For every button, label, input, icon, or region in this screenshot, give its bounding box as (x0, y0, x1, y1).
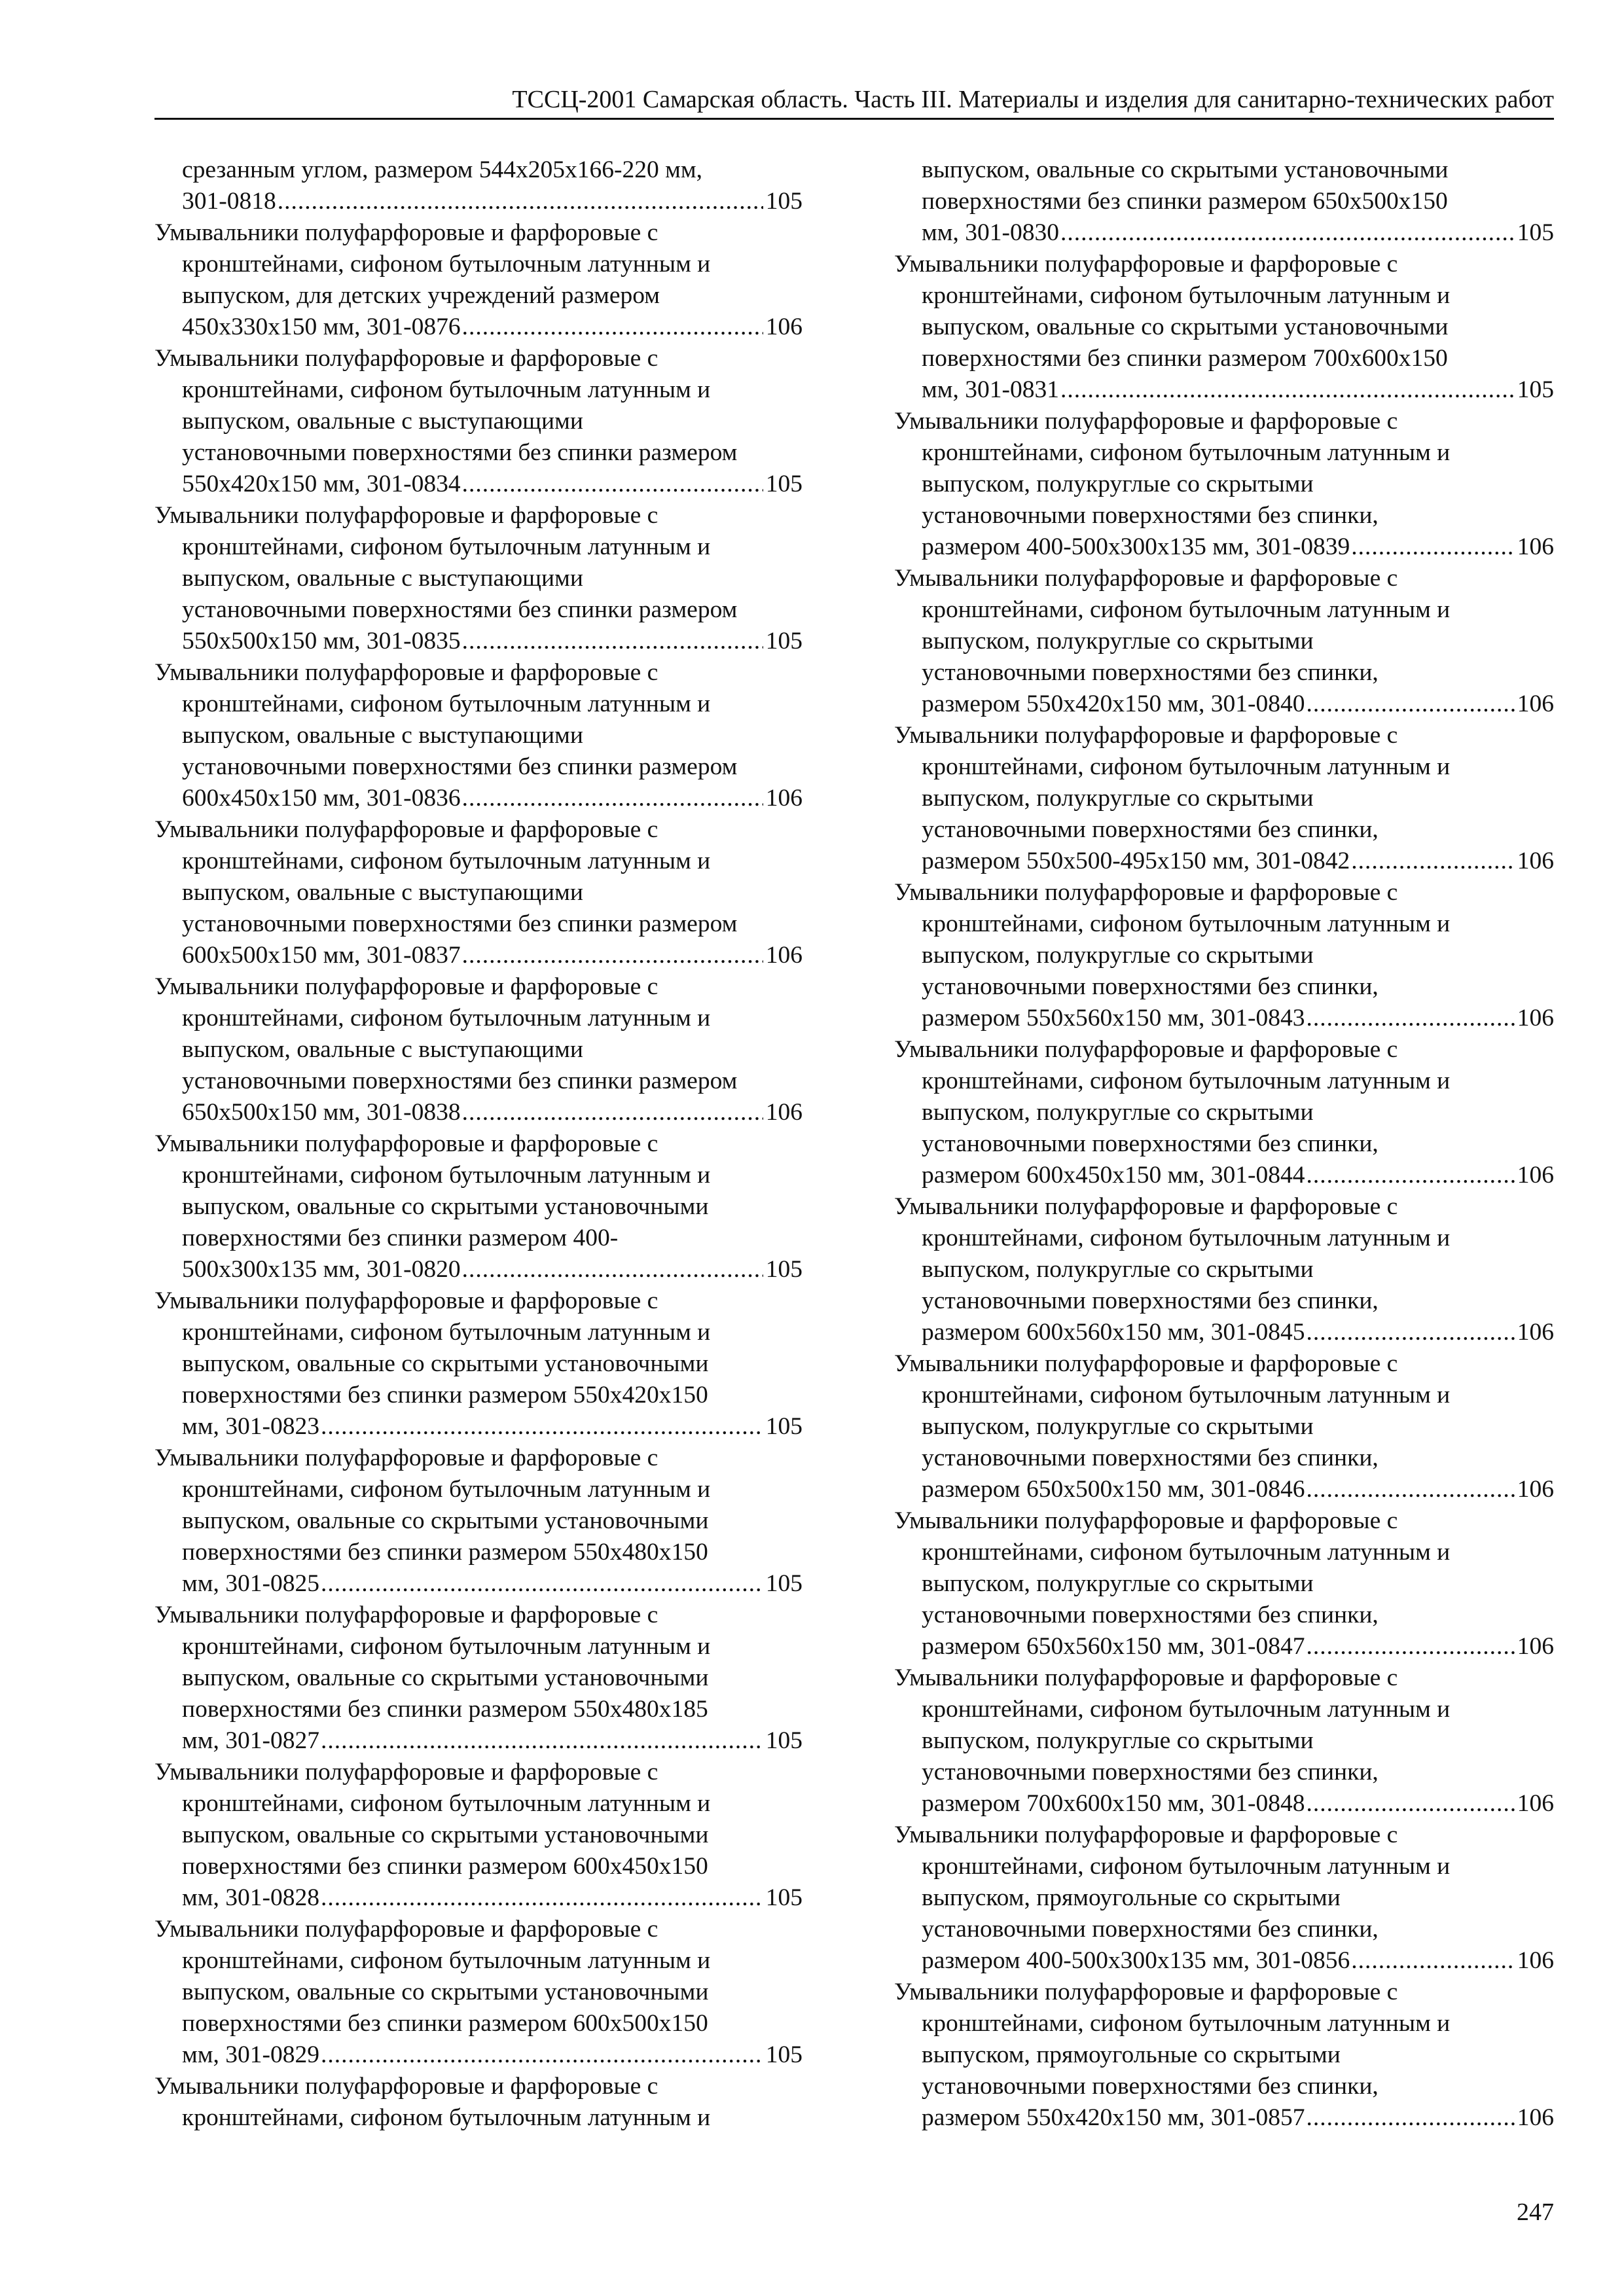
entry-last-line (182, 312, 803, 343)
entry-reference: мм, 301-0823 (182, 1413, 319, 1440)
entry-line: Умывальники полуфарфоровые и фарфоровые с (894, 1979, 1398, 2005)
entry-line: выпуском, овальные со скрытыми установочными (182, 1193, 709, 1220)
entry-last-line (922, 1474, 1554, 1505)
dot-leader (1307, 1317, 1515, 1348)
dot-leader (462, 469, 763, 500)
entry-reference: мм, 301-0830 (922, 219, 1059, 246)
entry-last-line (922, 217, 1554, 249)
index-entry (894, 563, 1554, 720)
index-entry (894, 1034, 1554, 1191)
entry-line: установочными поверхностями без спинки размером (182, 439, 738, 466)
entry-line: установочными поверхностями без спинки, (922, 1916, 1379, 1943)
entry-last-line (922, 1317, 1554, 1348)
dot-leader (1351, 846, 1514, 877)
index-entry (154, 814, 803, 971)
dot-leader (1307, 689, 1515, 720)
index-entry (894, 720, 1554, 877)
entry-line: выпуском, овальные со скрытыми установочными (182, 1979, 709, 2005)
entry-reference: мм, 301-0831 (922, 376, 1059, 403)
entry-line: кронштейнами, сифоном бутылочным латунным и (922, 910, 1451, 937)
entry-reference: 550x500x150 мм, 301-0835 (182, 628, 461, 655)
dot-leader (1307, 1474, 1515, 1505)
entry-line: поверхностями без спинки размером 550x420x150 (182, 1382, 708, 1408)
entry-last-line (922, 1003, 1554, 1034)
dot-leader (1307, 1003, 1515, 1034)
entry-page-number: 105 (765, 1884, 803, 1911)
entry-line: Умывальники полуфарфоровые и фарфоровые с (894, 1821, 1398, 1848)
entry-line: кронштейнами, сифоном бутылочным латунным и (182, 1162, 711, 1189)
entry-line: выпуском, полукруглые со скрытыми (922, 942, 1314, 969)
index-entry (154, 1285, 803, 1443)
entry-last-line (182, 1568, 803, 1600)
entry-line: кронштейнами, сифоном бутылочным латунным и (922, 1539, 1451, 1566)
entry-line: выпуском, овальные со скрытыми установочными (182, 1507, 709, 1534)
entry-line: установочными поверхностями без спинки размером (182, 910, 738, 937)
entry-line: Умывальники полуфарфоровые и фарфоровые с (894, 879, 1398, 906)
entry-line: Умывальники полуфарфоровые и фарфоровые с (154, 219, 659, 246)
entry-line: поверхностями без спинки размером 600x450x150 (182, 1853, 708, 1880)
dot-leader (1060, 217, 1515, 249)
index-entry (154, 1600, 803, 1757)
entry-page-number: 106 (765, 942, 803, 969)
page-number: 247 (1517, 2198, 1554, 2226)
entry-last-line (182, 1882, 803, 1914)
entry-line: кронштейнами, сифоном бутылочным латунным и (922, 282, 1451, 309)
dot-leader (462, 626, 763, 657)
entry-reference: размером 400-500x300x135 мм, 301-0856 (922, 1947, 1350, 1974)
index-entry (894, 1977, 1554, 2134)
entry-reference: размером 600x560x150 мм, 301-0845 (922, 1319, 1305, 1346)
entry-reference: размером 550x420x150 мм, 301-0857 (922, 2104, 1305, 2131)
entry-line: Умывальники полуфарфоровые и фарфоровые с (894, 1350, 1398, 1377)
entry-line: Умывальники полуфарфоровые и фарфоровые с (154, 345, 659, 372)
entry-page-number: 105 (765, 1727, 803, 1754)
entry-page-number: 105 (765, 1256, 803, 1283)
entry-page-number: 106 (1517, 2104, 1554, 2131)
entry-line: выпуском, овальные с выступающими (182, 565, 583, 592)
index-entry (154, 971, 803, 1128)
entry-page-number: 106 (1517, 691, 1554, 717)
entry-line: кронштейнами, сифоном бутылочным латунным и (922, 1067, 1451, 1094)
index-entry (894, 154, 1554, 249)
dot-leader (1351, 531, 1514, 563)
entry-reference: мм, 301-0828 (182, 1884, 319, 1911)
dot-leader (321, 1568, 763, 1600)
index-entry (154, 500, 803, 657)
header-rule (154, 118, 1554, 120)
entry-line: выпуском, полукруглые со скрытыми (922, 785, 1314, 812)
entry-last-line (182, 2039, 803, 2071)
entry-line: выпуском, овальные с выступающими (182, 408, 583, 435)
entry-line: кронштейнами, сифоном бутылочным латунным и (922, 1696, 1451, 1723)
entry-line: Умывальники полуфарфоровые и фарфоровые с (154, 1602, 659, 1628)
index-entry (894, 1662, 1554, 1820)
entry-line: выпуском, полукруглые со скрытыми (922, 1570, 1314, 1597)
entry-line: Умывальники полуфарфоровые и фарфоровые с (154, 1759, 659, 1785)
index-column-right (894, 154, 1554, 2134)
entry-reference: мм, 301-0829 (182, 2041, 319, 2068)
entry-line: установочными поверхностями без спинки, (922, 973, 1379, 1000)
entry-line: установочными поверхностями без спинки, (922, 1287, 1379, 1314)
entry-last-line (182, 1254, 803, 1285)
entry-line: Умывальники полуфарфоровые и фарфоровые с (154, 1130, 659, 1157)
entry-page-number: 106 (765, 785, 803, 812)
entry-page-number: 105 (765, 2041, 803, 2068)
entry-reference: 500x300x135 мм, 301-0820 (182, 1256, 461, 1283)
dot-leader (1307, 2102, 1515, 2134)
index-entry (894, 1348, 1554, 1505)
entry-line: установочными поверхностями без спинки, (922, 659, 1379, 686)
entry-reference: 600x500x150 мм, 301-0837 (182, 942, 461, 969)
index-entry (154, 343, 803, 500)
entry-line: поверхностями без спинки размером 700x600x150 (922, 345, 1448, 372)
entry-line: кронштейнами, сифоном бутылочным латунным и (922, 439, 1451, 466)
entry-page-number: 106 (1517, 1790, 1554, 1817)
entry-reference: 650x500x150 мм, 301-0838 (182, 1099, 461, 1126)
index-entry (894, 1505, 1554, 1662)
index-entry (154, 1757, 803, 1914)
entry-line: установочными поверхностями без спинки размером (182, 596, 738, 623)
entry-line: выпуском, прямоугольные со скрытыми (922, 2041, 1341, 2068)
entry-last-line (182, 783, 803, 814)
entry-last-line (922, 1631, 1554, 1662)
entry-line: поверхностями без спинки размером 400- (182, 1225, 619, 1251)
entry-line: выпуском, полукруглые со скрытыми (922, 1256, 1314, 1283)
entry-line: кронштейнами, сифоном бутылочным латунным и (922, 753, 1451, 780)
index-entry (154, 1443, 803, 1600)
entry-line: выпуском, полукруглые со скрытыми (922, 1413, 1314, 1440)
entry-line: установочными поверхностями без спинки размером (182, 1067, 738, 1094)
entry-line: кронштейнами, сифоном бутылочным латунным и (182, 1790, 711, 1817)
entry-line: выпуском, прямоугольные со скрытыми (922, 1884, 1341, 1911)
entry-line: срезанным углом, размером 544x205x166-220 мм, (182, 156, 702, 183)
entry-line: поверхностями без спинки размером 550x480x185 (182, 1696, 708, 1723)
entry-line: выпуском, овальные с выступающими (182, 879, 583, 906)
entry-line: кронштейнами, сифоном бутылочным латунным и (182, 376, 711, 403)
entry-line: кронштейнами, сифоном бутылочным латунным и (182, 1476, 711, 1503)
dot-leader (1351, 1945, 1514, 1977)
entry-line: кронштейнами, сифоном бутылочным латунным и (182, 691, 711, 717)
entry-line: установочными поверхностями без спинки, (922, 1602, 1379, 1628)
entry-reference: размером 700x600x150 мм, 301-0848 (922, 1790, 1305, 1817)
entry-line: Умывальники полуфарфоровые и фарфоровые с (154, 659, 659, 686)
index-column-left (154, 154, 803, 2134)
entry-page-number: 106 (1517, 1162, 1554, 1189)
running-header: ТССЦ-2001 Самарская область. Часть III. Материалы и изделия для санитарно-технических работ (512, 86, 1554, 113)
dot-leader (462, 940, 763, 971)
entry-reference: мм, 301-0825 (182, 1570, 319, 1597)
dot-leader (321, 1725, 763, 1757)
entry-line: поверхностями без спинки размером 650x500x150 (922, 188, 1448, 215)
entry-line: Умывальники полуфарфоровые и фарфоровые с (894, 408, 1398, 435)
entry-page-number: 106 (765, 314, 803, 340)
entry-reference: 450x330x150 мм, 301-0876 (182, 314, 461, 340)
entry-line: Умывальники полуфарфоровые и фарфоровые с (894, 1664, 1398, 1691)
entry-last-line (182, 469, 803, 500)
entry-page-number: 105 (765, 1413, 803, 1440)
entry-line: выпуском, овальные со скрытыми установочными (182, 1350, 709, 1377)
entry-page-number: 105 (765, 628, 803, 655)
index-entry (154, 1914, 803, 2071)
entry-line: кронштейнами, сифоном бутылочным латунным и (922, 1225, 1451, 1251)
dot-leader (462, 783, 763, 814)
entry-line: выпуском, полукруглые со скрытыми (922, 628, 1314, 655)
entry-line: Умывальники полуфарфоровые и фарфоровые с (894, 251, 1398, 278)
entry-line: установочными поверхностями без спинки, (922, 1130, 1379, 1157)
entry-reference: размером 650x500x150 мм, 301-0846 (922, 1476, 1305, 1503)
entry-last-line (182, 1411, 803, 1443)
entry-last-line (922, 689, 1554, 720)
entry-line: установочными поверхностями без спинки, (922, 502, 1379, 529)
entry-page-number: 105 (765, 188, 803, 215)
entry-reference: мм, 301-0827 (182, 1727, 319, 1754)
entry-reference: 550x420x150 мм, 301-0834 (182, 471, 461, 497)
entry-reference: размером 550x500-495x150 мм, 301-0842 (922, 848, 1350, 874)
entry-reference: размером 600x450x150 мм, 301-0844 (922, 1162, 1305, 1189)
dot-leader (1307, 1160, 1515, 1191)
entry-line: кронштейнами, сифоном бутылочным латунным и (182, 1005, 711, 1031)
index-entry (154, 217, 803, 343)
dot-leader (1307, 1631, 1515, 1662)
entry-line: кронштейнами, сифоном бутылочным латунным и (182, 251, 711, 278)
entry-page-number: 105 (1517, 219, 1554, 246)
dot-leader (321, 1882, 763, 1914)
entry-reference: размером 400-500x300x135 мм, 301-0839 (922, 533, 1350, 560)
entry-page-number: 106 (1517, 1947, 1554, 1974)
entry-page-number: 105 (1517, 376, 1554, 403)
index-entry (894, 1820, 1554, 1977)
entry-line: выпуском, овальные с выступающими (182, 1036, 583, 1063)
entry-line: кронштейнами, сифоном бутылочным латунным и (182, 1633, 711, 1660)
index-entry (154, 154, 803, 217)
entry-last-line (922, 1160, 1554, 1191)
entry-line: установочными поверхностями без спинки, (922, 2073, 1379, 2100)
entry-line: выпуском, полукруглые со скрытыми (922, 471, 1314, 497)
entry-line: установочными поверхностями без спинки размером (182, 753, 738, 780)
entry-line: Умывальники полуфарфоровые и фарфоровые с (154, 1287, 659, 1314)
index-entry (894, 249, 1554, 406)
entry-page-number: 105 (765, 471, 803, 497)
entry-reference: размером 550x420x150 мм, 301-0840 (922, 691, 1305, 717)
entry-line: Умывальники полуфарфоровые и фарфоровые с (894, 722, 1398, 749)
entry-line: кронштейнами, сифоном бутылочным латунным и (922, 1382, 1451, 1408)
entry-last-line (182, 1725, 803, 1757)
entry-page-number: 106 (765, 1099, 803, 1126)
entry-line: выпуском, полукруглые со скрытыми (922, 1099, 1314, 1126)
entry-line: кронштейнами, сифоном бутылочным латунным и (922, 596, 1451, 623)
index-entry (894, 1191, 1554, 1348)
dot-leader (1307, 1788, 1515, 1820)
entry-page-number: 106 (1517, 1476, 1554, 1503)
entry-line: Умывальники полуфарфоровые и фарфоровые с (894, 565, 1398, 592)
entry-line: установочными поверхностями без спинки, (922, 1444, 1379, 1471)
entry-line: выпуском, овальные со скрытыми установочными (182, 1664, 709, 1691)
entry-line: кронштейнами, сифоном бутылочным латунным и (922, 1853, 1451, 1880)
entry-last-line (182, 186, 803, 217)
entry-line: кронштейнами, сифоном бутылочным латунным и (182, 1319, 711, 1346)
entry-last-line (922, 531, 1554, 563)
entry-line: выпуском, овальные со скрытыми установочными (922, 156, 1449, 183)
entry-line: установочными поверхностями без спинки, (922, 1759, 1379, 1785)
entry-page-number: 106 (1517, 1319, 1554, 1346)
entry-line: Умывальники полуфарфоровые и фарфоровые с (154, 1916, 659, 1943)
entry-last-line (922, 374, 1554, 406)
entry-last-line (182, 626, 803, 657)
dot-leader (462, 1097, 763, 1128)
entry-page-number: 105 (765, 1570, 803, 1597)
entry-line: поверхностями без спинки размером 550x480x150 (182, 1539, 708, 1566)
entry-reference: 600x450x150 мм, 301-0836 (182, 785, 461, 812)
entry-line: кронштейнами, сифоном бутылочным латунным и (182, 2104, 711, 2131)
dot-leader (462, 312, 763, 343)
dot-leader (462, 1254, 763, 1285)
entry-line: установочными поверхностями без спинки, (922, 816, 1379, 843)
entry-line: выпуском, овальные со скрытыми установочными (182, 1821, 709, 1848)
entry-line: Умывальники полуфарфоровые и фарфоровые с (894, 1193, 1398, 1220)
entry-line: кронштейнами, сифоном бутылочным латунным и (922, 2010, 1451, 2037)
entry-last-line (182, 940, 803, 971)
entry-last-line (182, 1097, 803, 1128)
entry-last-line (922, 846, 1554, 877)
index-entry (154, 1128, 803, 1285)
entry-last-line (922, 1945, 1554, 1977)
dot-leader (278, 186, 763, 217)
entry-line: поверхностями без спинки размером 600x500x150 (182, 2010, 708, 2037)
entry-line: кронштейнами, сифоном бутылочным латунным и (182, 848, 711, 874)
entry-line: кронштейнами, сифоном бутылочным латунным и (182, 533, 711, 560)
entry-line: выпуском, для детских учреждений размером (182, 282, 660, 309)
entry-line: выпуском, овальные со скрытыми установочными (922, 314, 1449, 340)
entry-reference: размером 550x560x150 мм, 301-0843 (922, 1005, 1305, 1031)
entry-line: кронштейнами, сифоном бутылочным латунным и (182, 1947, 711, 1974)
entry-line: Умывальники полуфарфоровые и фарфоровые с (154, 502, 659, 529)
entry-line: Умывальники полуфарфоровые и фарфоровые с (154, 1444, 659, 1471)
entry-line: Умывальники полуфарфоровые и фарфоровые с (154, 973, 659, 1000)
dot-leader (1060, 374, 1515, 406)
entry-last-line (922, 1788, 1554, 1820)
dot-leader (321, 1411, 763, 1443)
index-entry (894, 877, 1554, 1034)
entry-page-number: 106 (1517, 848, 1554, 874)
entry-line: выпуском, полукруглые со скрытыми (922, 1727, 1314, 1754)
entry-reference: размером 650x560x150 мм, 301-0847 (922, 1633, 1305, 1660)
entry-line: выпуском, овальные с выступающими (182, 722, 583, 749)
entry-reference: 301-0818 (182, 188, 276, 215)
entry-page-number: 106 (1517, 1633, 1554, 1660)
entry-last-line (922, 2102, 1554, 2134)
entry-page-number: 106 (1517, 533, 1554, 560)
index-entry (154, 657, 803, 814)
dot-leader (321, 2039, 763, 2071)
index-entry (154, 2071, 803, 2134)
entry-page-number: 106 (1517, 1005, 1554, 1031)
entry-line: Умывальники полуфарфоровые и фарфоровые с (894, 1036, 1398, 1063)
entry-line: Умывальники полуфарфоровые и фарфоровые с (154, 816, 659, 843)
entry-line: Умывальники полуфарфоровые и фарфоровые с (154, 2073, 659, 2100)
index-entry (894, 406, 1554, 563)
entry-line: Умывальники полуфарфоровые и фарфоровые с (894, 1507, 1398, 1534)
